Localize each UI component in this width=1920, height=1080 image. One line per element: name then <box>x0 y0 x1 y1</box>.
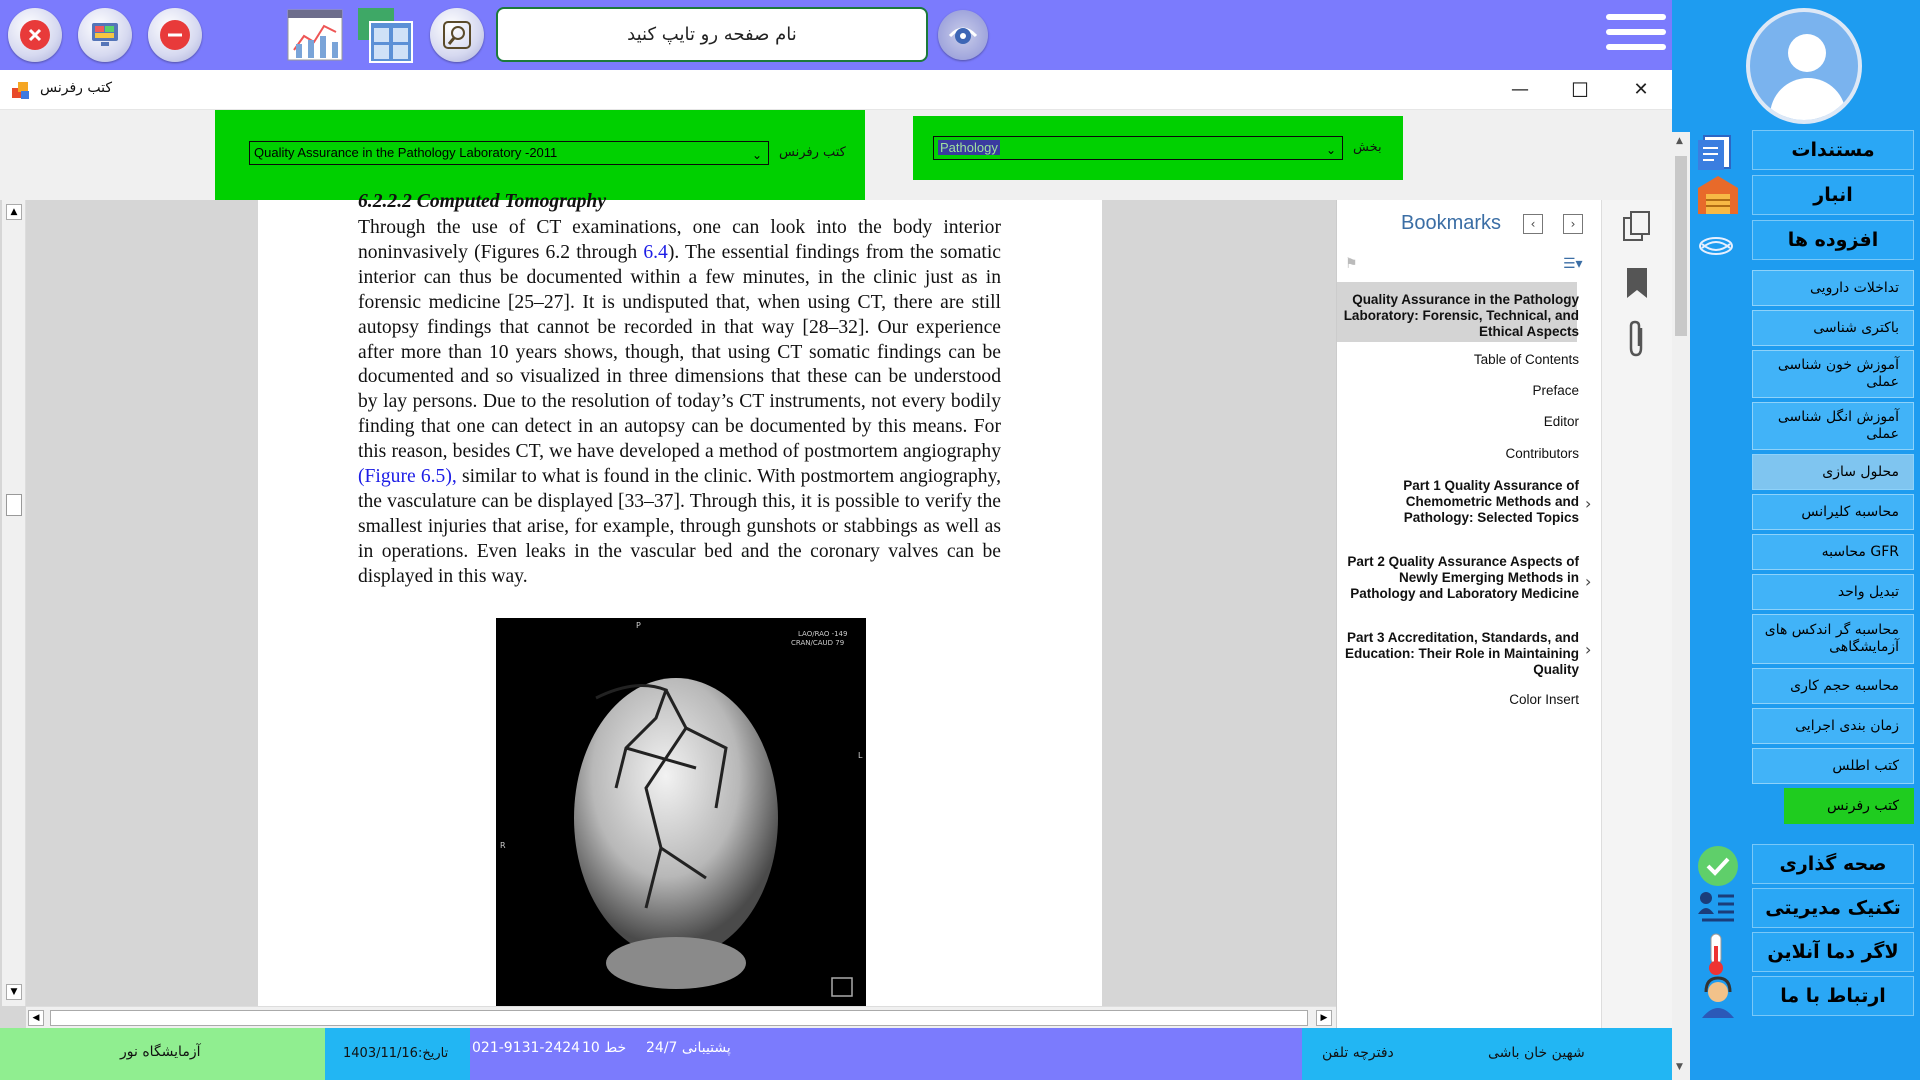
date-panel <box>325 1028 470 1080</box>
page-search-input[interactable]: نام صفحه رو تایپ کنید <box>496 7 928 62</box>
current-user: شهین خان باشی <box>1488 1045 1585 1061</box>
sidebar-item-parasitology[interactable]: آموزش انگل شناسی عملی <box>1752 402 1914 450</box>
book-select[interactable] <box>249 141 769 165</box>
book-filter-group <box>215 110 865 200</box>
sidebar-header-contact-us[interactable]: ارتباط با ما <box>1752 976 1914 1016</box>
right-sidebar <box>1672 0 1920 1080</box>
check-icon <box>1696 844 1740 884</box>
windows-button[interactable] <box>356 6 414 64</box>
top-toolbar <box>0 0 1672 70</box>
phone-number: 021-9131-2424 <box>472 1040 581 1056</box>
expand-chevron-icon[interactable]: › <box>1585 494 1592 513</box>
vertical-scrollbar[interactable] <box>2 200 26 1006</box>
eye-icon <box>948 20 978 50</box>
bookmark-icon[interactable] <box>1624 266 1650 304</box>
bookmark-item[interactable]: Table of Contents <box>1473 352 1579 367</box>
window-close-button[interactable]: ✕ <box>1633 79 1649 100</box>
sidebar-item-bacteriology[interactable]: باکتری شناسی <box>1752 310 1914 346</box>
sidebar-scroll-thumb[interactable] <box>1675 156 1687 336</box>
filter-bar <box>0 110 1672 200</box>
copy-pages-icon[interactable] <box>1622 210 1652 248</box>
phonebook-link[interactable]: دفترچه تلفن <box>1322 1045 1394 1061</box>
paragraph-text: similar to what is found in the clinic. With postmortem angiography, the vasculature can be displayed [33–37]. Through this, it is possible to verify the smallest injuries that arise, for example, through gunshots or stabbings as well as in operations. Even leaks in the vascular bed and the coronary valves can be displayed in this way. <box>358 466 1001 587</box>
bookmark-item[interactable]: Part 3 Accreditation, Standards, and Education: Their Role in Maintaining Quality <box>1344 630 1579 677</box>
chevron-down-icon: ⌄ <box>751 148 762 162</box>
ct-skull-image <box>496 618 866 1008</box>
window-titlebar <box>0 70 1672 110</box>
book-select-value: Quality Assurance in the Pathology Laboratory -2011 <box>254 145 558 160</box>
sidebar-header-addons[interactable]: افزوده ها <box>1752 220 1914 260</box>
sidebar-item-hematology[interactable]: آموزش خون شناسی عملی <box>1752 350 1914 398</box>
lab-name: آزمایشگاه نور <box>120 1044 201 1060</box>
chevron-down-icon: ⌄ <box>1325 143 1336 157</box>
section-label: بخش <box>1353 140 1382 155</box>
management-icon <box>1696 888 1740 928</box>
window-minimize-button[interactable]: — <box>1511 79 1529 100</box>
bookmark-item[interactable]: Contributors <box>1505 446 1579 461</box>
sidebar-item-drug-interactions[interactable]: تداخلات دارویی <box>1752 270 1914 306</box>
section-heading: 6.2.2.2 Computed Tomography <box>358 191 607 212</box>
sidebar-item-atlas-books[interactable]: کتب اطلس <box>1752 748 1914 784</box>
bookmark-item[interactable]: Part 2 Quality Assurance Aspects of Newly Emerging Methods in Pathology and Laboratory Medicine <box>1347 554 1579 601</box>
scroll-up-icon[interactable]: ▲ <box>1676 136 1683 146</box>
image-label-left: R <box>500 841 506 850</box>
search-icon <box>442 20 472 50</box>
sidebar-item-gfr[interactable]: محاسبه GFR <box>1752 534 1914 570</box>
phone-lines: 10 خط <box>582 1040 627 1056</box>
warehouse-icon <box>1696 172 1740 212</box>
collapse-left-icon[interactable]: ‹ <box>1523 214 1543 234</box>
scroll-up-icon[interactable]: ▲ <box>6 204 22 220</box>
horizontal-scrollbar[interactable] <box>26 1006 1336 1028</box>
image-corner-label: CRAN/CAUD 79 <box>791 639 845 647</box>
bookmark-add-icon[interactable]: ⚑ <box>1345 256 1358 272</box>
minus-circle-icon <box>160 20 190 50</box>
paragraph-text: ). The essential findings from the somatic interior can thus be documented within a few minutes, in the clinic just as in forensic medicine [25–27]. It is undisputed that, when using CT, there are still autopsy findings that cannot be recorded in that way [28–32]. Our experience after more than 10 years shows, though, that using CT somatic findings can be documented and so visualized in three dimensions that these can be understood by lay persons. Due to the resolution of today’s CT instruments, not every bodily finding that one can detect in an autopsy can be documented by this means. For this reason, besides CT, we have developed a method of postmortem angiography <box>358 241 1001 463</box>
sidebar-header-validation[interactable]: صحه گذاری <box>1752 844 1914 884</box>
figure-link[interactable]: (Figure 6.5), <box>358 466 457 488</box>
expand-chevron-icon[interactable]: › <box>1585 572 1592 591</box>
app-icon <box>12 82 30 100</box>
search-button[interactable] <box>430 8 484 62</box>
date-label: تاریخ:1403/11/16 <box>343 1046 449 1061</box>
image-label-right: L <box>858 751 863 760</box>
sidebar-scrollbar[interactable] <box>1672 132 1690 1080</box>
support-agent-icon <box>1696 976 1740 1016</box>
figure-link[interactable]: 6.4 <box>643 241 668 263</box>
expand-chevron-icon[interactable]: › <box>1585 640 1592 659</box>
lab-name-panel <box>0 1028 325 1080</box>
sidebar-item-clearance[interactable]: محاسبه کلیرانس <box>1752 494 1914 530</box>
thermometer-icon <box>1696 932 1740 972</box>
bookmark-item[interactable]: Editor <box>1543 414 1579 429</box>
sidebar-header-management[interactable]: تکنیک مدیریتی <box>1752 888 1914 928</box>
sidebar-header-warehouse[interactable]: انبار <box>1752 175 1914 215</box>
sidebar-item-lab-index[interactable]: محاسبه گر اندکس های آزمایشگاهی <box>1752 614 1914 664</box>
window-grid-icon <box>356 6 414 64</box>
bookmark-item[interactable]: Quality Assurance in the Pathology Laboratory: Forensic, Technical, and Ethical Aspects <box>1343 292 1579 339</box>
user-panel <box>1302 1028 1672 1080</box>
reference-books-window <box>0 70 1672 1028</box>
bookmarks-title: Bookmarks <box>1401 212 1502 234</box>
sidebar-item-workload[interactable]: محاسبه حجم کاری <box>1752 668 1914 704</box>
section-filter-group <box>913 116 1403 180</box>
section-select-value: Pathology <box>940 140 998 155</box>
sidebar-item-reference-books[interactable]: کتب رفرنس <box>1784 788 1914 824</box>
collapse-right-icon[interactable]: › <box>1563 214 1583 234</box>
window-title: کتب رفرنس <box>40 80 113 96</box>
scroll-right-icon[interactable]: ▶ <box>1316 1010 1332 1026</box>
sidebar-item-unit-convert[interactable]: تبدیل واحد <box>1752 574 1914 610</box>
sidebar-item-scheduling[interactable]: زمان بندی اجرایی <box>1752 708 1914 744</box>
bookmarks-panel <box>1336 200 1601 1028</box>
status-bar <box>0 1028 1672 1080</box>
bookmark-item[interactable]: Preface <box>1532 383 1579 398</box>
hamburger-menu-icon[interactable] <box>1606 14 1666 58</box>
image-label-top: P <box>636 621 641 630</box>
monitor-icon <box>90 20 120 50</box>
section-select[interactable] <box>933 136 1343 160</box>
addons-icon <box>1696 226 1740 266</box>
hscroll-thumb[interactable] <box>50 1010 1308 1026</box>
desktop-button[interactable] <box>78 8 132 62</box>
bookmark-options-icon[interactable]: ☰▾ <box>1563 256 1583 272</box>
scroll-down-icon[interactable]: ▼ <box>6 984 22 1000</box>
scroll-down-icon[interactable]: ▼ <box>1676 1062 1683 1072</box>
scroll-thumb[interactable] <box>6 494 22 516</box>
minimize-app-button[interactable] <box>148 8 202 62</box>
sidebar-item-solution-prep[interactable]: محلول سازی <box>1752 454 1914 490</box>
scroll-left-icon[interactable]: ◀ <box>28 1010 44 1026</box>
pdf-page <box>258 191 1102 1006</box>
image-corner-label: LAO/RAO -149 <box>798 630 848 638</box>
attachment-icon[interactable] <box>1626 320 1648 362</box>
bookmark-item[interactable]: Color Insert <box>1509 692 1579 707</box>
bookmark-item[interactable]: Part 1 Quality Assurance of Chemometric Methods and Pathology: Selected Topics <box>1403 478 1579 525</box>
view-button[interactable] <box>938 10 988 60</box>
window-maximize-button[interactable]: ☐ <box>1571 78 1589 102</box>
close-circle-icon <box>20 20 50 50</box>
user-avatar[interactable] <box>1746 8 1862 124</box>
reports-button[interactable] <box>286 6 344 64</box>
paragraph-text: Through the use of CT examinations, one can look into the body interior noninvasively (Figures 6.2 through <box>358 217 1001 263</box>
support-hours: پشتیبانی 24/7 <box>646 1040 731 1056</box>
reader-side-tools <box>1601 200 1673 1028</box>
exit-button[interactable] <box>8 8 62 62</box>
pdf-reader <box>0 191 1672 1028</box>
sidebar-header-temperature-logger[interactable]: لاگر دما آنلاین <box>1752 932 1914 972</box>
sidebar-header-documents[interactable]: مستندات <box>1752 130 1914 170</box>
book-label: کتب رفرنس <box>779 145 846 160</box>
page-text <box>358 191 1001 590</box>
documents-icon <box>1696 132 1740 172</box>
chart-icon <box>286 6 344 64</box>
